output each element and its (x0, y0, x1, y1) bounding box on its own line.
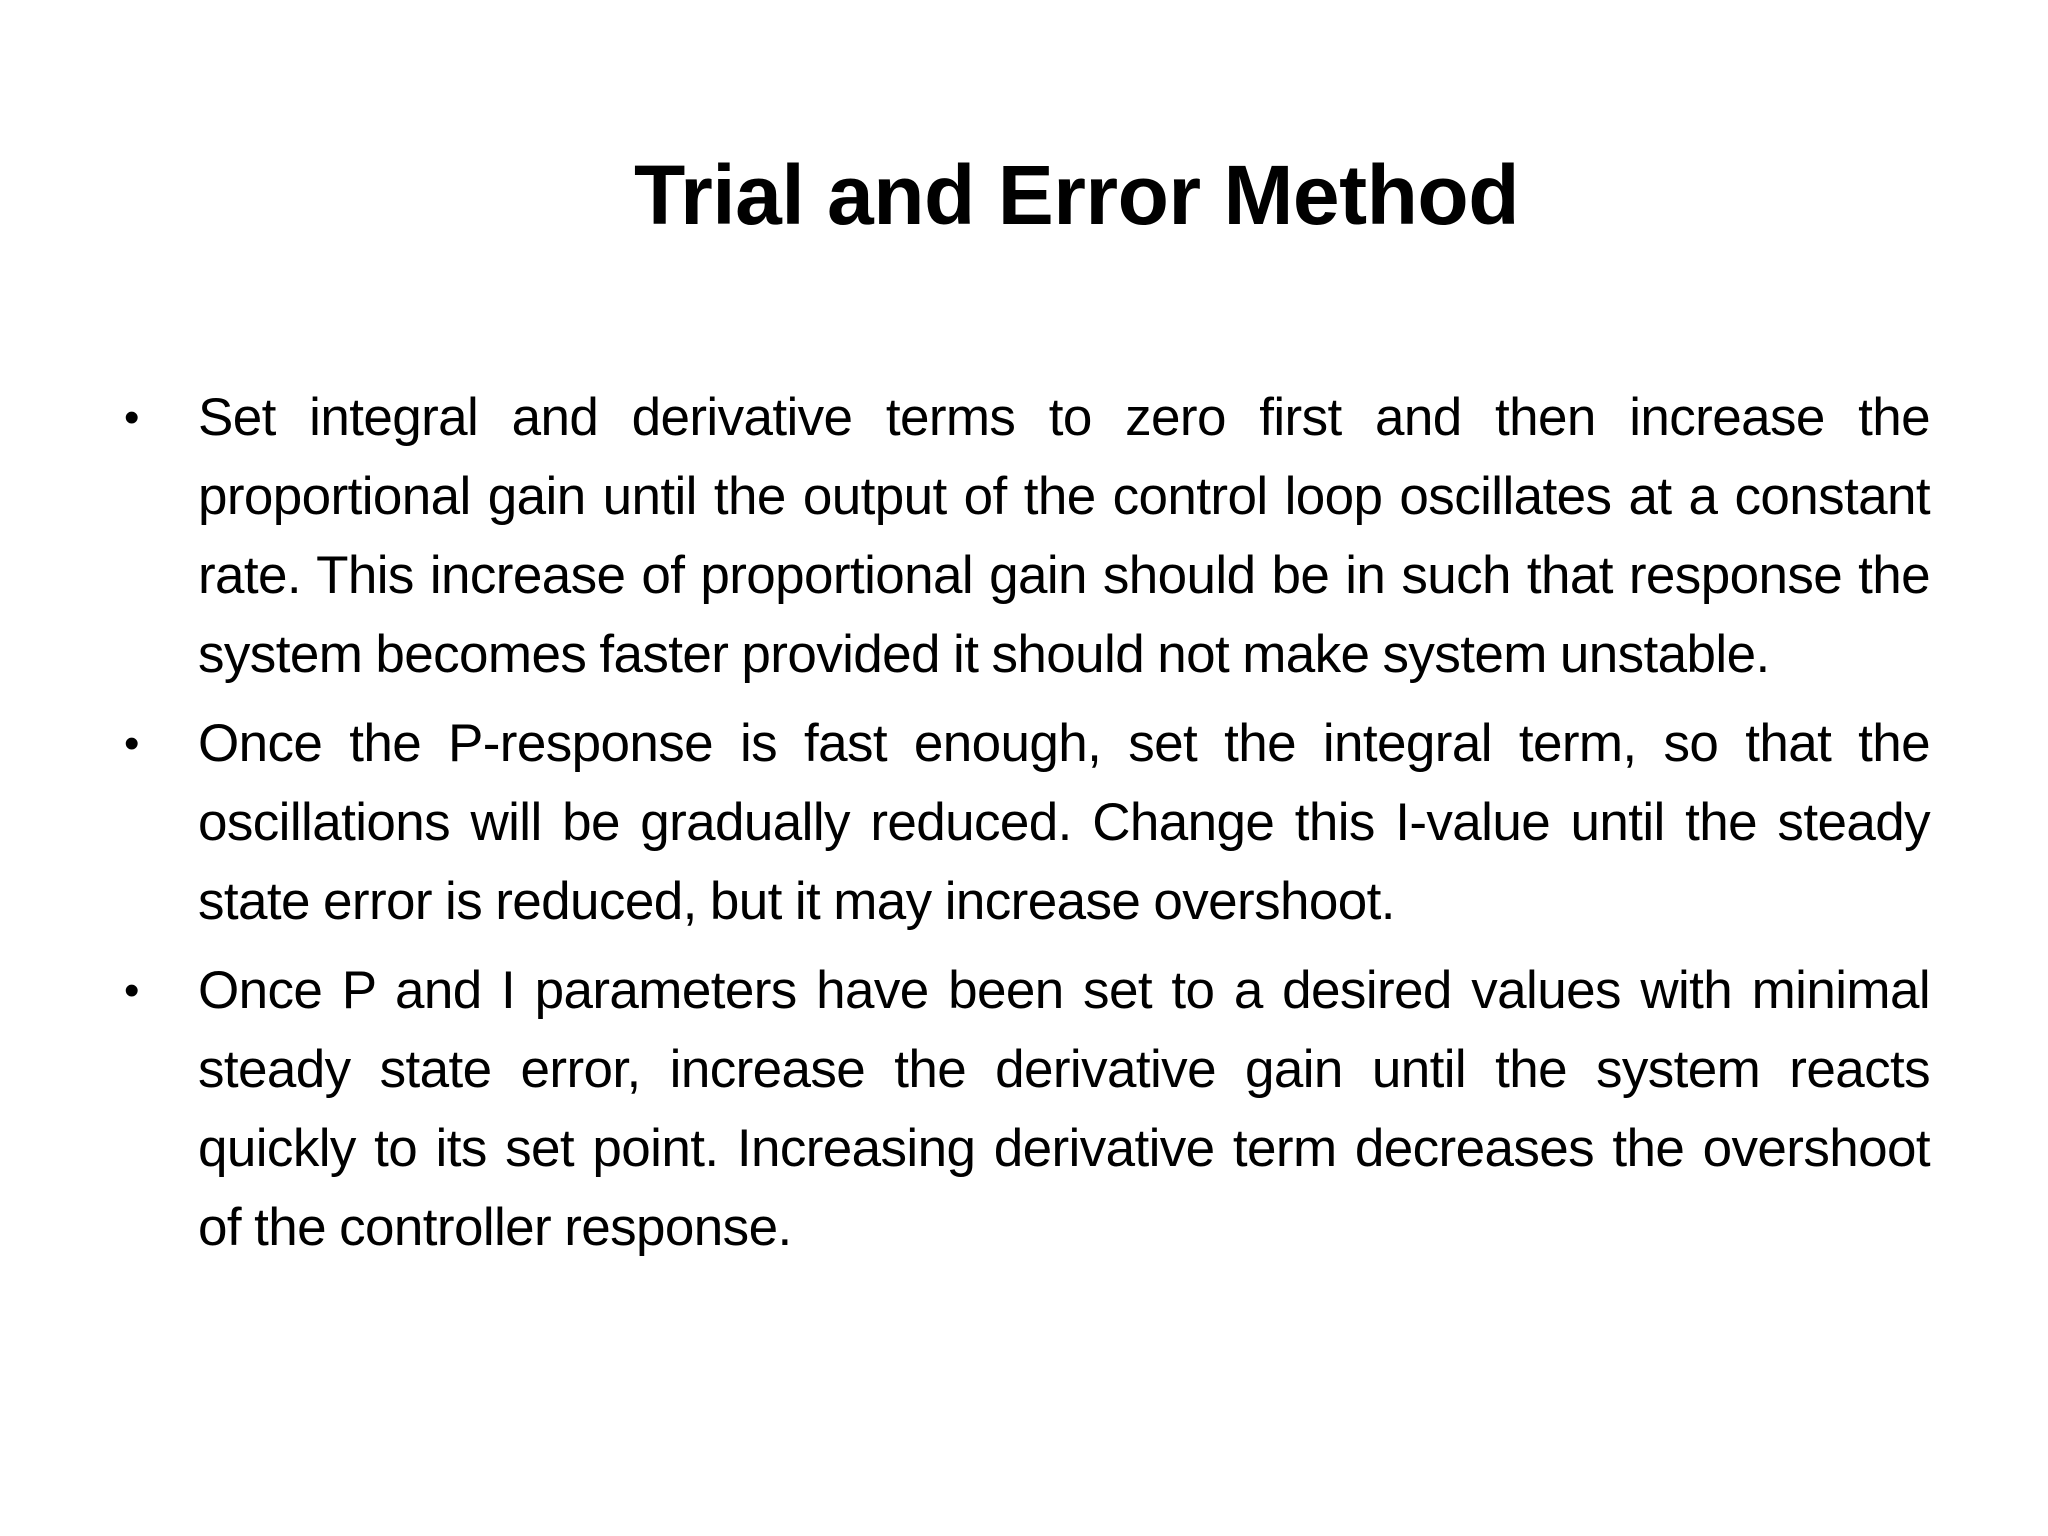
bullet-icon: • (124, 719, 139, 768)
bullet-list (120, 378, 1930, 1277)
bullet-item-2 (120, 704, 1930, 941)
bullet-text-1: Set integral and derivative terms to zero first and then increase the proportional gain until the output of the control loop oscillates at a constant rate. This increase of proportional gain should be in such that response the system becomes faster provided it should not make system unstable. (198, 388, 1930, 684)
bullet-text-3: Once P and I parameters have been set to a desired values with minimal steady state error, increase the derivative gain until the system reacts quickly to its set point. Increasing derivative term decreases the overshoot of the controller response. (198, 961, 1930, 1257)
bullet-item-1 (120, 378, 1930, 694)
bullet-icon: • (124, 966, 139, 1015)
bullet-text-2: Once the P-response is fast enough, set the integral term, so that the oscillations will be gradually reduced. Change this I-value until the steady state error is reduced, but it may increase overshoot. (198, 714, 1930, 931)
bullet-icon: • (124, 393, 139, 442)
slide-title: Trial and Error Method (633, 148, 1520, 242)
bullet-item-3 (120, 951, 1930, 1267)
